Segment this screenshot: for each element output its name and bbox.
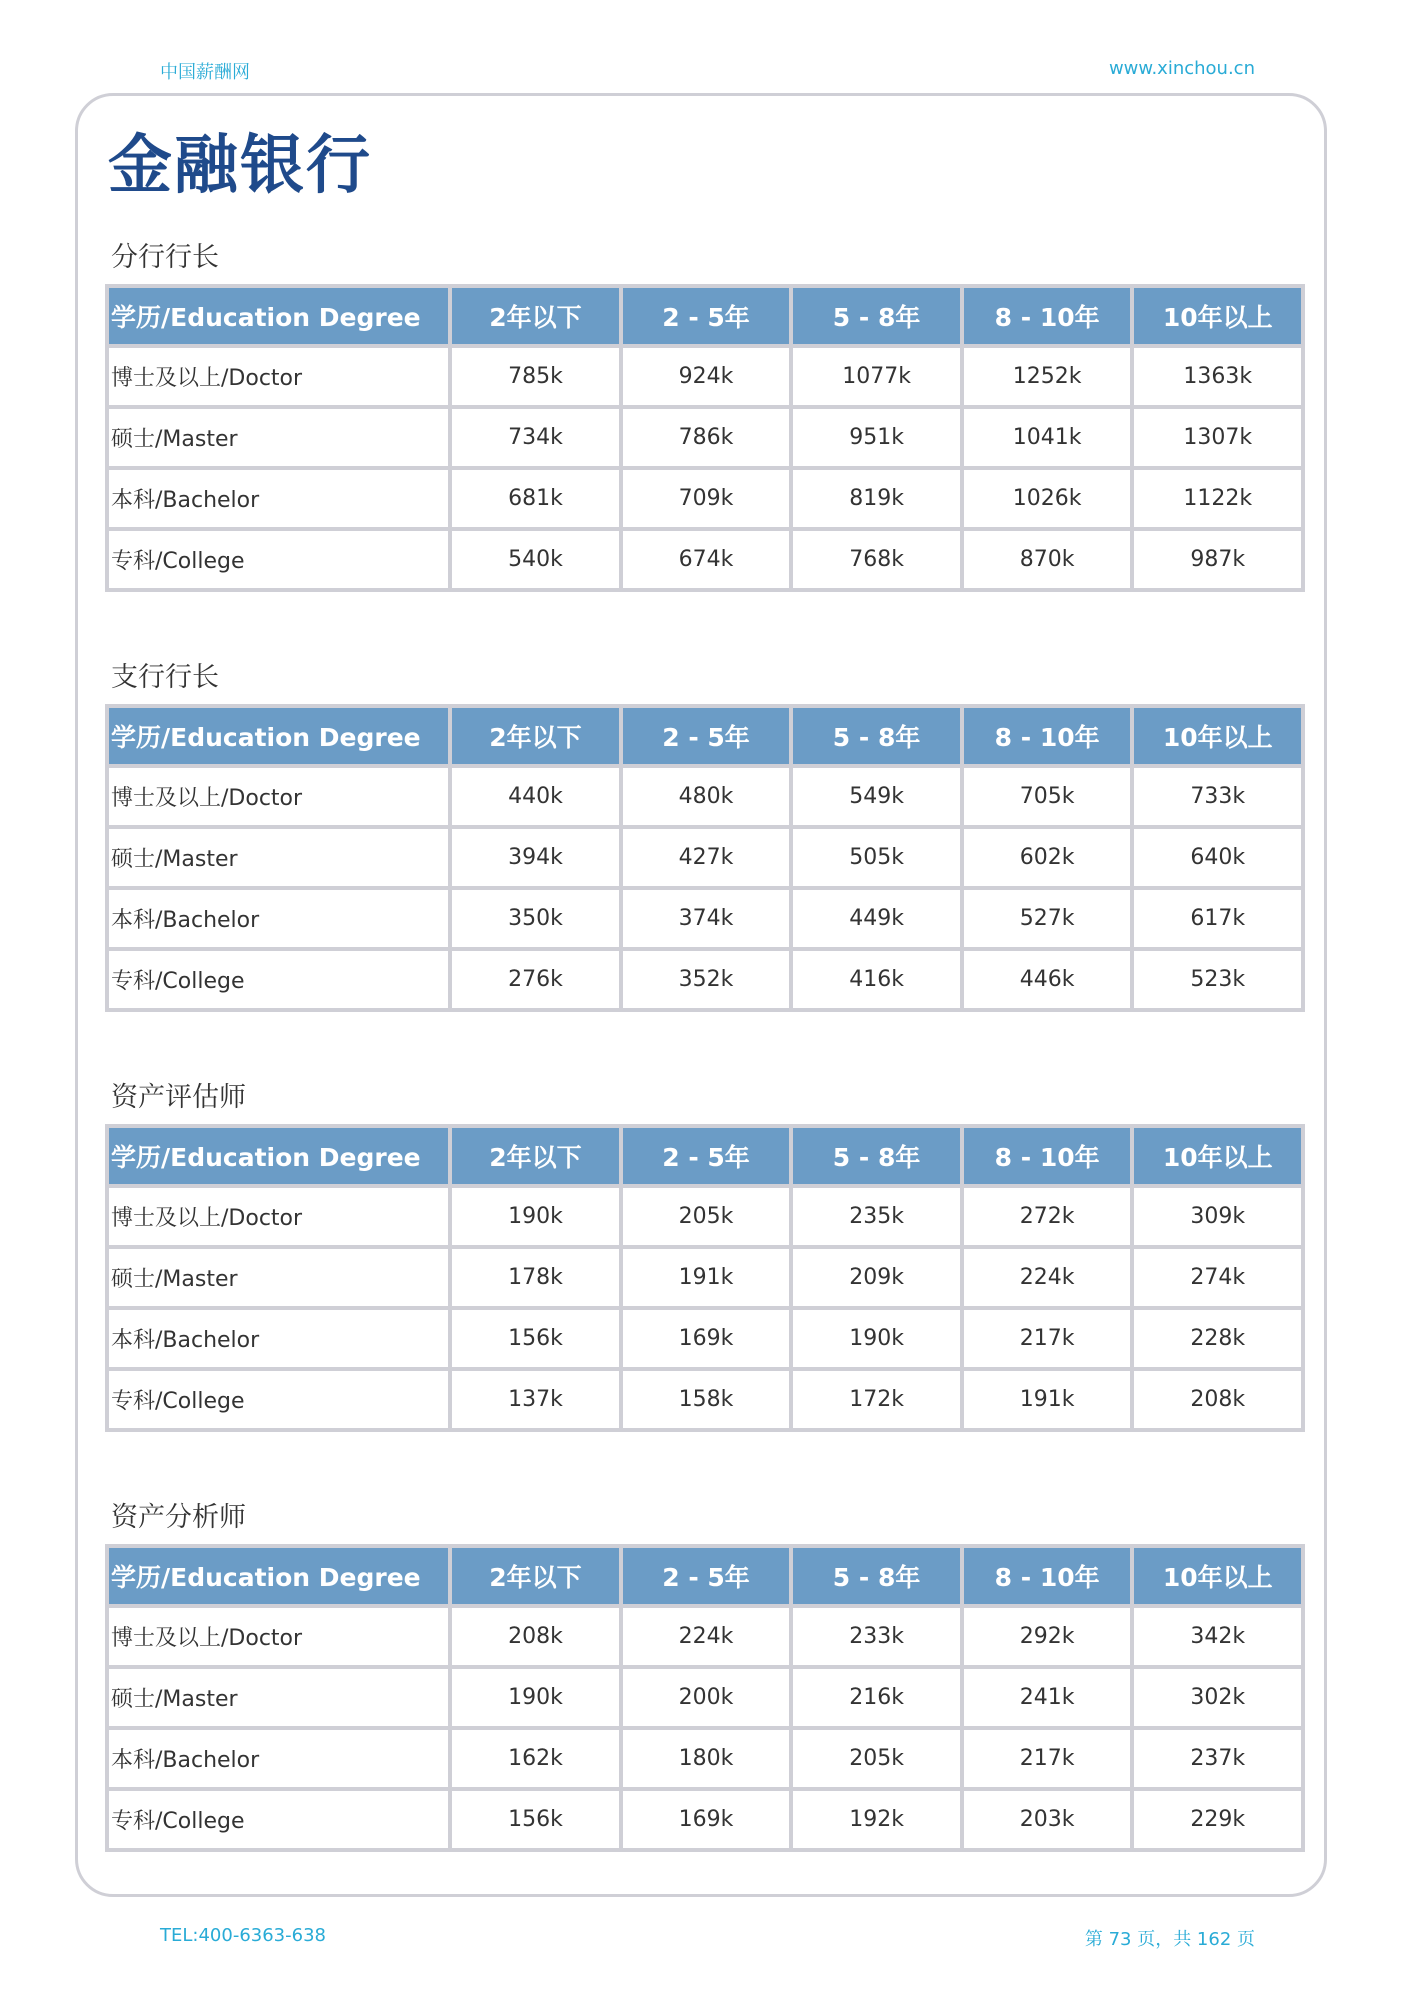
degree-cell: 专科/College (109, 531, 448, 588)
salary-cell: 440k (452, 768, 619, 825)
degree-cell: 硕士/Master (109, 409, 448, 466)
table-header-row (109, 288, 1301, 344)
section-title: 支行行长 (111, 662, 219, 693)
salary-cell: 449k (793, 890, 960, 947)
salary-cell: 416k (793, 951, 960, 1008)
section-title: 资产分析师 (111, 1502, 246, 1533)
salary-cell: 162k (452, 1730, 619, 1787)
salary-cell: 549k (793, 768, 960, 825)
salary-cell: 924k (623, 348, 790, 405)
salary-cell: 205k (793, 1730, 960, 1787)
salary-cell: 209k (793, 1249, 960, 1306)
salary-cell: 786k (623, 409, 790, 466)
table-row (109, 1249, 1301, 1306)
table-row (109, 1730, 1301, 1787)
table-row (109, 409, 1301, 466)
salary-table (105, 1544, 1305, 1852)
salary-cell: 1026k (964, 470, 1131, 527)
salary-cell: 1307k (1134, 409, 1301, 466)
column-header: 2 - 5年 (623, 288, 790, 344)
salary-cell: 169k (623, 1310, 790, 1367)
column-header: 5 - 8年 (793, 288, 960, 344)
column-header: 学历/Education Degree (109, 708, 448, 764)
salary-cell: 235k (793, 1188, 960, 1245)
salary-cell: 309k (1134, 1188, 1301, 1245)
salary-cell: 1252k (964, 348, 1131, 405)
degree-cell: 硕士/Master (109, 829, 448, 886)
salary-cell: 870k (964, 531, 1131, 588)
degree-cell: 博士及以上/Doctor (109, 1608, 448, 1665)
salary-cell: 191k (623, 1249, 790, 1306)
salary-cell: 228k (1134, 1310, 1301, 1367)
salary-cell: 951k (793, 409, 960, 466)
site-name: 中国薪酬网 (160, 62, 250, 83)
salary-cell: 674k (623, 531, 790, 588)
column-header: 2 - 5年 (623, 708, 790, 764)
salary-table (105, 704, 1305, 1012)
section-title: 分行行长 (111, 242, 219, 273)
column-header: 5 - 8年 (793, 1128, 960, 1184)
footer-page-info: 第 73 页，共 162 页 (1084, 1929, 1255, 1950)
salary-cell: 208k (1134, 1371, 1301, 1428)
salary-cell: 505k (793, 829, 960, 886)
salary-cell: 237k (1134, 1730, 1301, 1787)
salary-cell: 1122k (1134, 470, 1301, 527)
salary-cell: 681k (452, 470, 619, 527)
salary-cell: 224k (623, 1608, 790, 1665)
salary-cell: 208k (452, 1608, 619, 1665)
salary-cell: 480k (623, 768, 790, 825)
salary-cell: 272k (964, 1188, 1131, 1245)
salary-cell: 350k (452, 890, 619, 947)
salary-cell: 302k (1134, 1669, 1301, 1726)
salary-cell: 192k (793, 1791, 960, 1848)
column-header: 8 - 10年 (964, 288, 1131, 344)
salary-cell: 523k (1134, 951, 1301, 1008)
salary-cell: 217k (964, 1310, 1131, 1367)
column-header: 2 - 5年 (623, 1128, 790, 1184)
salary-cell: 200k (623, 1669, 790, 1726)
salary-cell: 180k (623, 1730, 790, 1787)
table-row (109, 890, 1301, 947)
salary-cell: 156k (452, 1310, 619, 1367)
salary-cell: 274k (1134, 1249, 1301, 1306)
table-row (109, 951, 1301, 1008)
salary-cell: 156k (452, 1791, 619, 1848)
site-url[interactable]: www.xinchou.cn (1108, 58, 1255, 79)
salary-cell: 190k (793, 1310, 960, 1367)
table-row (109, 470, 1301, 527)
salary-cell: 709k (623, 470, 790, 527)
degree-cell: 专科/College (109, 1371, 448, 1428)
degree-cell: 本科/Bachelor (109, 890, 448, 947)
salary-cell: 158k (623, 1371, 790, 1428)
table-row (109, 1608, 1301, 1665)
table-row (109, 1188, 1301, 1245)
column-header: 10年以上 (1134, 708, 1301, 764)
salary-cell: 987k (1134, 531, 1301, 588)
salary-cell: 540k (452, 531, 619, 588)
column-header: 2 - 5年 (623, 1548, 790, 1604)
salary-cell: 374k (623, 890, 790, 947)
salary-cell: 241k (964, 1669, 1131, 1726)
section-title: 资产评估师 (111, 1082, 246, 1113)
salary-cell: 205k (623, 1188, 790, 1245)
footer-tel: TEL:400-6363-638 (160, 1925, 326, 1946)
table-row (109, 829, 1301, 886)
salary-cell: 216k (793, 1669, 960, 1726)
salary-cell: 203k (964, 1791, 1131, 1848)
column-header: 10年以上 (1134, 1128, 1301, 1184)
column-header: 5 - 8年 (793, 1548, 960, 1604)
salary-cell: 640k (1134, 829, 1301, 886)
salary-cell: 446k (964, 951, 1131, 1008)
salary-cell: 178k (452, 1249, 619, 1306)
table-row (109, 1371, 1301, 1428)
salary-cell: 190k (452, 1188, 619, 1245)
salary-cell: 819k (793, 470, 960, 527)
column-header: 8 - 10年 (964, 1128, 1131, 1184)
degree-cell: 博士及以上/Doctor (109, 768, 448, 825)
degree-cell: 博士及以上/Doctor (109, 1188, 448, 1245)
degree-cell: 专科/College (109, 1791, 448, 1848)
salary-cell: 768k (793, 531, 960, 588)
salary-cell: 427k (623, 829, 790, 886)
column-header: 10年以上 (1134, 1548, 1301, 1604)
salary-cell: 617k (1134, 890, 1301, 947)
salary-cell: 190k (452, 1669, 619, 1726)
column-header: 2年以下 (452, 708, 619, 764)
salary-cell: 217k (964, 1730, 1131, 1787)
page-title: 金融银行 (108, 129, 372, 203)
column-header: 2年以下 (452, 1128, 619, 1184)
salary-cell: 734k (452, 409, 619, 466)
salary-cell: 705k (964, 768, 1131, 825)
table-header-row (109, 1128, 1301, 1184)
table-header-row (109, 708, 1301, 764)
column-header: 2年以下 (452, 1548, 619, 1604)
table-row (109, 1310, 1301, 1367)
degree-cell: 硕士/Master (109, 1669, 448, 1726)
salary-cell: 733k (1134, 768, 1301, 825)
column-header: 8 - 10年 (964, 1548, 1131, 1604)
salary-cell: 191k (964, 1371, 1131, 1428)
salary-cell: 292k (964, 1608, 1131, 1665)
table-header-row (109, 1548, 1301, 1604)
table-row (109, 1669, 1301, 1726)
column-header: 学历/Education Degree (109, 288, 448, 344)
salary-cell: 527k (964, 890, 1131, 947)
degree-cell: 本科/Bachelor (109, 1310, 448, 1367)
column-header: 5 - 8年 (793, 708, 960, 764)
column-header: 10年以上 (1134, 288, 1301, 344)
degree-cell: 专科/College (109, 951, 448, 1008)
salary-cell: 233k (793, 1608, 960, 1665)
salary-cell: 1363k (1134, 348, 1301, 405)
salary-cell: 137k (452, 1371, 619, 1428)
degree-cell: 博士及以上/Doctor (109, 348, 448, 405)
table-row (109, 531, 1301, 588)
salary-cell: 602k (964, 829, 1131, 886)
salary-cell: 224k (964, 1249, 1131, 1306)
degree-cell: 本科/Bachelor (109, 470, 448, 527)
salary-cell: 1041k (964, 409, 1131, 466)
salary-cell: 229k (1134, 1791, 1301, 1848)
column-header: 学历/Education Degree (109, 1128, 448, 1184)
salary-cell: 394k (452, 829, 619, 886)
salary-cell: 342k (1134, 1608, 1301, 1665)
salary-table (105, 1124, 1305, 1432)
salary-cell: 352k (623, 951, 790, 1008)
table-row (109, 348, 1301, 405)
salary-cell: 785k (452, 348, 619, 405)
table-row (109, 1791, 1301, 1848)
column-header: 8 - 10年 (964, 708, 1131, 764)
degree-cell: 本科/Bachelor (109, 1730, 448, 1787)
salary-cell: 1077k (793, 348, 960, 405)
column-header: 2年以下 (452, 288, 619, 344)
column-header: 学历/Education Degree (109, 1548, 448, 1604)
table-row (109, 768, 1301, 825)
salary-cell: 276k (452, 951, 619, 1008)
degree-cell: 硕士/Master (109, 1249, 448, 1306)
salary-table (105, 284, 1305, 592)
salary-cell: 169k (623, 1791, 790, 1848)
salary-cell: 172k (793, 1371, 960, 1428)
